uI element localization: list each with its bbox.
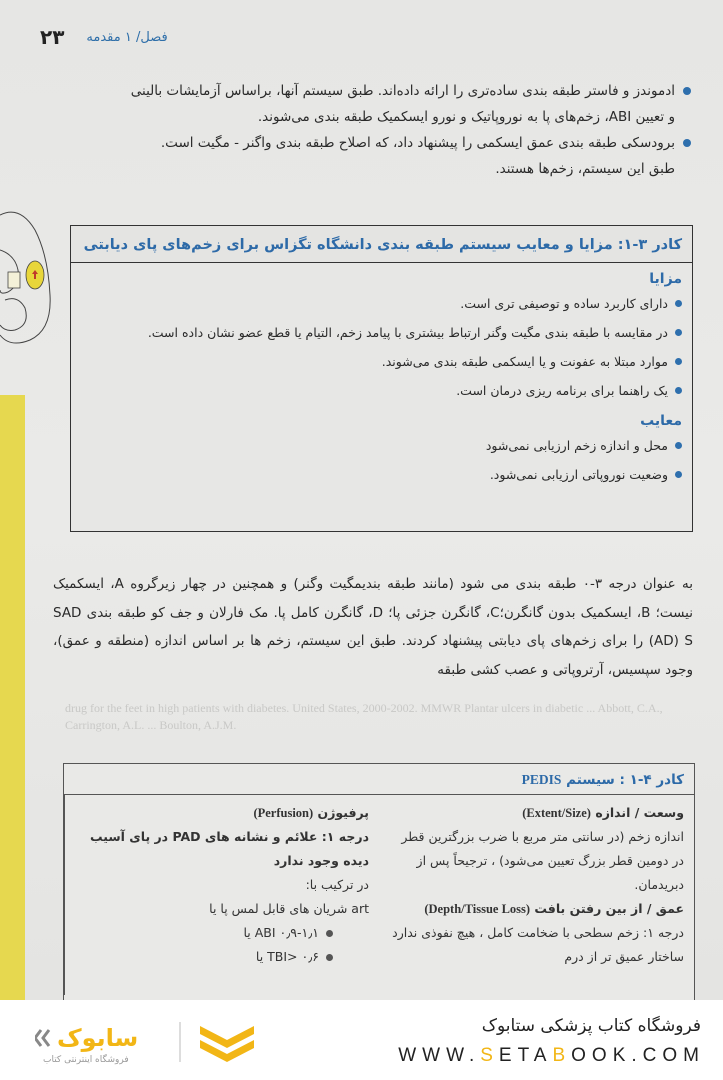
bullet-dot-icon	[683, 139, 691, 147]
disadvantage-item	[71, 431, 692, 460]
bullet-continuation: طبق این سیستم، زخم‌ها هستند.	[495, 161, 675, 177]
box-texas-classification	[70, 225, 693, 532]
heading-fa: عمق / از بین رفتن بافت	[534, 901, 684, 916]
advantage-item	[71, 376, 692, 405]
url-accent: B	[552, 1045, 572, 1066]
heading-fa: پرفیوژن	[317, 805, 369, 820]
store-banner	[0, 1000, 723, 1080]
disadvantages-heading: معایب	[640, 413, 682, 429]
store-url[interactable]	[398, 1045, 705, 1067]
advantage-item	[71, 289, 692, 318]
body-paragraph: به عنوان درجه ۳-۰ طبقه بندی می شود (مانند طبقه بندیمگیت وگنر) و همچنین در چهار زیرگروه A، ایسکمیک نیست؛ B، ایسکمیک بدون گانگرن؛C، گانگرن جزئی پا؛ D، گانگرن کامل پا. مک فارلان و جف کو طبقه بندی SAD (AD) S را برای زخم‌های پای دیابتی پیشنهاد کردند. طبق این سیستم، زخم ها بر اساس اندازه (منطقه و عمق)، وجود سپسیس، آرتروپاتی و عصب کشی طبقه	[53, 576, 693, 678]
advantage-text: دارای کاربرد ساده و توصیفی تری است.	[460, 296, 668, 311]
depth-heading	[389, 897, 684, 921]
perfusion-combo: در ترکیب با:	[305, 877, 369, 892]
advantage-item	[71, 347, 692, 376]
bullet-dot-icon	[326, 954, 333, 961]
heading-en: (Extent/Size)	[522, 806, 591, 820]
page-number: ۲۳	[40, 25, 65, 49]
extent-text: اندازه زخم (در سانتی متر مربع با ضرب بزرگترین قطر در دومین قطر بزرگ تعیین می‌شود) ، ترجیحاً پس از دبریدمان.	[401, 829, 684, 892]
url-part: WWW.	[398, 1045, 481, 1066]
bullet-text: ادموندز و فاستر طبقه بندی ساده‌تری را ارائه داده‌اند. طبق سیستم آنها، براساس آزمایشات بالینی	[130, 83, 675, 99]
perfusion-item-text: ABI ۰٫۹-۱٫۱ یا	[243, 925, 319, 940]
disadvantage-text: وضعیت نوروپاتی ارزیابی نمی‌شود.	[489, 467, 668, 482]
heading-fa: وسعت / اندازه	[595, 805, 684, 820]
box-columns	[64, 795, 694, 995]
advantage-text: در مقایسه با طبقه بندی مگیت وگنر ارتباط بیشتری با پیامد زخم، التیام یا قطع عضو نشان داده است.	[147, 325, 668, 340]
setabook-logo[interactable]	[35, 1018, 275, 1066]
svg-text:فروشگاه اینترنتی کتاب: فروشگاه اینترنتی کتاب	[43, 1055, 129, 1065]
perfusion-grade1: درجه ۱: علائم و نشانه های PAD در پای آسیب دیده وجود ندارد	[90, 829, 369, 868]
setabook-logo-icon	[35, 1018, 275, 1066]
bullet-dot-icon	[675, 442, 682, 449]
side-color-tab	[0, 395, 25, 1000]
box-pedis-system	[63, 763, 695, 1000]
box-title: کادر ۳-۱: مزایا و معایب سیستم طبقه بندی دانشگاه تگزاس برای زخم‌های پای دیابتی	[71, 226, 692, 263]
perfusion-item	[75, 921, 369, 945]
box-title-prefix: کادر ۴-۱ : سیستم	[566, 772, 684, 788]
extent-heading	[389, 801, 684, 825]
perfusion-item-text: TBI> ۰٫۶ یا	[255, 949, 319, 964]
perfusion-heading	[75, 801, 369, 825]
perfusion-column	[64, 795, 379, 995]
bullet-dot-icon	[683, 87, 691, 95]
page-header	[40, 22, 168, 52]
bullet-dot-icon	[675, 300, 682, 307]
heading-en: (Depth/Tissue Loss)	[424, 902, 531, 916]
box-title	[64, 764, 694, 795]
advantages-heading: مزایا	[649, 271, 682, 287]
foot-illustration-icon	[0, 200, 55, 350]
url-part: OOK.COM	[571, 1045, 705, 1066]
disadvantage-text: محل و اندازه زخم ارزیابی نمی‌شود	[485, 438, 668, 453]
heading-en: (Perfusion)	[253, 806, 314, 820]
depth-cutoff-text: ساختار عمیق تر از درم	[564, 949, 684, 964]
bullet-text: برودسکی طبقه بندی عمق ایسکمی را پیشنهاد داد، که اصلاح طبقه بندی واگنر - مگیت است.	[160, 135, 675, 151]
bullet-item	[53, 130, 693, 156]
bleed-through-text: drug for the feet in high patients with diabetes. United States, 2000-2002. MMWR Plantar ulcers in diabetic ... Abbott, C.A., Carrington, A.L. ... Boulton, A.J.M.	[65, 701, 663, 732]
disadvantage-item	[71, 460, 692, 489]
bullet-dot-icon	[675, 471, 682, 478]
url-part: ETA	[498, 1045, 553, 1066]
bullet-continuation: و تعیین ABI، زخم‌های پا به نوروپاتیک و نورو ایسکمیک طبقه بندی می‌شوند.	[257, 109, 675, 125]
depth-grade1: درجه ۱: زخم سطحی با ضخامت کامل ، هیچ نفوذی ندارد	[392, 925, 684, 940]
advantage-item	[71, 318, 692, 347]
store-name: فروشگاه کتاب پزشکی ستابوک	[481, 1016, 701, 1036]
bullet-dot-icon	[675, 329, 682, 336]
advantage-text: یک راهنما برای برنامه ریزی درمان است.	[456, 383, 668, 398]
bullet-item	[53, 78, 693, 104]
svg-text:سابوک: سابوک	[57, 1024, 139, 1052]
perfusion-item	[75, 945, 369, 969]
bullet-dot-icon	[675, 387, 682, 394]
chapter-title: فصل/ ۱ مقدمه	[86, 29, 168, 45]
bullet-dot-icon	[675, 358, 682, 365]
bullet-dot-icon	[326, 930, 333, 937]
intro-bullets	[53, 78, 693, 182]
perfusion-art: art شریان های قابل لمس پا یا	[209, 901, 369, 916]
advantage-text: موارد مبتلا به عفونت و یا ایسکمی طبقه بندی می‌شوند.	[381, 354, 668, 369]
url-accent: S	[480, 1045, 499, 1066]
extent-depth-column	[379, 795, 694, 995]
box-title-en: PEDIS	[521, 772, 562, 787]
